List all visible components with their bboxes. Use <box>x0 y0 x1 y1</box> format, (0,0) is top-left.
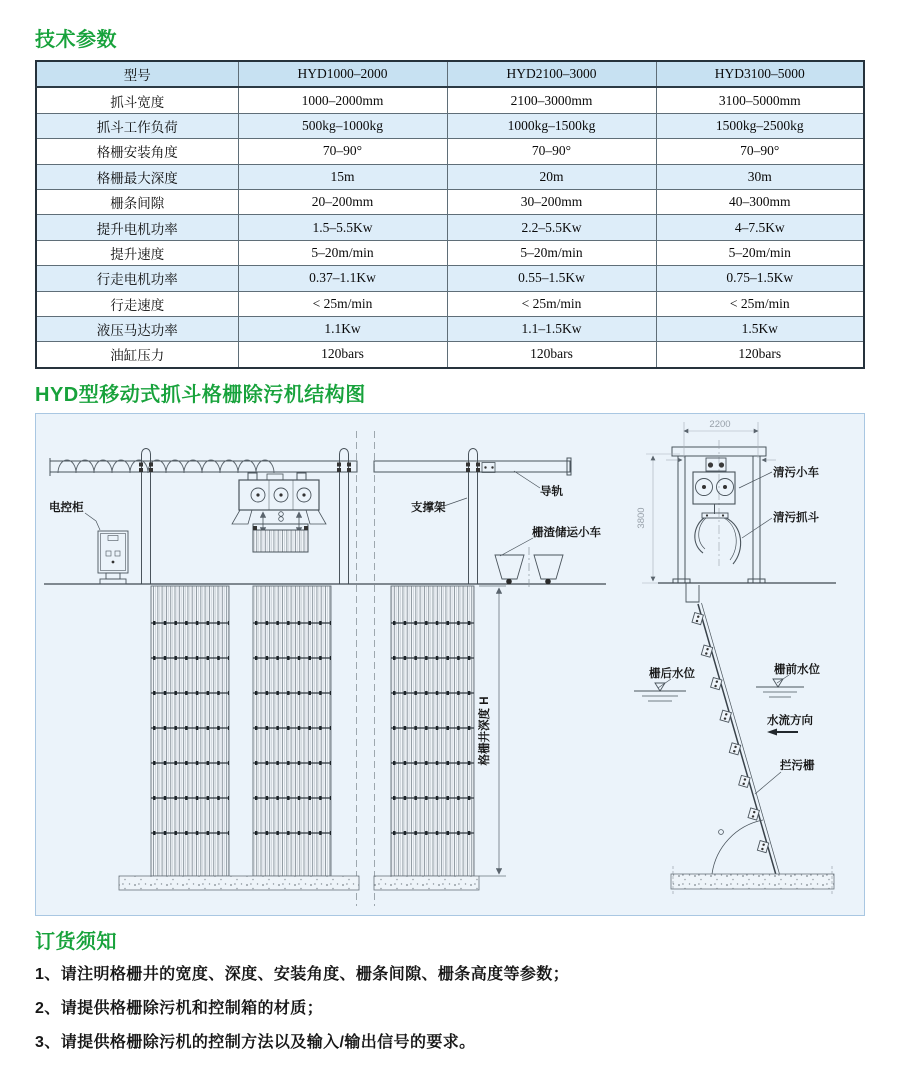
row-label: 提升速度 <box>36 240 238 265</box>
support-column <box>139 449 153 585</box>
table-cell: 1000–2000mm <box>238 87 447 113</box>
table-cell: 120bars <box>447 342 656 368</box>
spec-table <box>35 60 865 369</box>
order-notes-list <box>35 961 569 1063</box>
order-note-3: 3、请提供格栅除污机的控制方法以及输入/输出信号的要求。 <box>35 1034 476 1051</box>
table-row <box>36 164 864 189</box>
table-cell: 5–20m/min <box>238 240 447 265</box>
screen-panel-1 <box>151 586 229 876</box>
label-downstream-water-level: 栅后水位 <box>649 668 695 680</box>
label-trash-rack: 拦污栅 <box>780 760 815 772</box>
leader-cleaning-grab <box>742 518 772 538</box>
structure-diagram <box>35 413 865 916</box>
control-cabinet <box>98 531 128 584</box>
trash-rack-incline <box>698 603 780 875</box>
table-cell: 4–7.5Kw <box>656 215 864 240</box>
flow-direction-arrow <box>767 729 798 736</box>
floor-step <box>686 583 699 602</box>
row-label: 油缸压力 <box>36 342 238 368</box>
table-cell: 2.2–5.5Kw <box>447 215 656 240</box>
row-label: 行走速度 <box>36 291 238 316</box>
structure-diagram-svg <box>36 414 864 915</box>
leader-guide-rail <box>514 471 540 488</box>
table-cell: 0.37–1.1Kw <box>238 266 447 291</box>
table-cell: 20m <box>447 164 656 189</box>
table-row <box>36 113 864 138</box>
table-cell: 1.5Kw <box>656 316 864 341</box>
table-row <box>36 87 864 113</box>
channel-floor-hatch-right <box>671 874 834 889</box>
label-upstream-water-level: 栅前水位 <box>774 664 820 676</box>
table-cell: 1.1–1.5Kw <box>447 316 656 341</box>
header-model-3: HYD3100–5000 <box>656 61 864 87</box>
table-cell: 0.55–1.5Kw <box>447 266 656 291</box>
label-control-cabinet: 电控柜 <box>49 502 84 514</box>
table-row <box>36 189 864 214</box>
table-cell: 20–200mm <box>238 189 447 214</box>
label-cleaning-grab: 清污抓斗 <box>773 512 819 524</box>
table-cell: < 25m/min <box>656 291 864 316</box>
label-flow-direction: 水流方向 <box>767 715 813 727</box>
label-support-frame: 支撑架 <box>411 502 446 514</box>
dimension-height <box>642 454 680 583</box>
leader-cleaning-trolley <box>739 472 772 488</box>
label-cleaning-trolley: 清污小车 <box>773 467 819 479</box>
label-screenings-cart: 栅渣储运小车 <box>532 527 601 539</box>
table-row <box>36 342 864 368</box>
row-label: 栅条间隙 <box>36 189 238 214</box>
table-cell: < 25m/min <box>238 291 447 316</box>
support-column <box>466 449 480 585</box>
label-well-depth: 格栅井深度 H <box>479 696 491 766</box>
table-cell: 2100–3000mm <box>447 87 656 113</box>
header-model: 型号 <box>36 61 238 87</box>
row-label: 抓斗工作负荷 <box>36 113 238 138</box>
header-model-1: HYD1000–2000 <box>238 61 447 87</box>
header-model-2: HYD2100–3000 <box>447 61 656 87</box>
rail-beam-right <box>374 458 571 475</box>
order-note-2: 2、请提供格栅除污机和控制箱的材质； <box>35 1000 324 1017</box>
leader-water-level-downstream <box>658 679 671 688</box>
channel-floor-hatch <box>374 876 479 890</box>
table-cell: 120bars <box>238 342 447 368</box>
dimension-span-text: 2200 <box>709 419 731 430</box>
water-level-downstream-symbol <box>634 683 686 701</box>
row-label: 格栅最大深度 <box>36 164 238 189</box>
leader-screenings-cart <box>500 538 533 556</box>
row-label: 抓斗宽度 <box>36 87 238 113</box>
table-header-row <box>36 61 864 87</box>
channel-floor-hatch <box>119 876 359 890</box>
table-cell: 30m <box>656 164 864 189</box>
table-cell: 5–20m/min <box>656 240 864 265</box>
dimension-height-text: 3800 <box>636 507 647 529</box>
row-label: 提升电机功率 <box>36 215 238 240</box>
table-row <box>36 139 864 164</box>
table-cell: 70–90° <box>447 139 656 164</box>
rail-beam-left <box>50 458 357 476</box>
water-level-upstream-symbol <box>756 679 804 697</box>
grab-bucket-left <box>253 524 308 552</box>
table-cell: 1000kg–1500kg <box>447 113 656 138</box>
festoon-cable-loops <box>58 460 274 473</box>
row-label: 格栅安装角度 <box>36 139 238 164</box>
table-cell: 5–20m/min <box>447 240 656 265</box>
table-cell: 3100–5000mm <box>656 87 864 113</box>
table-row <box>36 240 864 265</box>
section-title-order-notes: 订货须知 <box>35 931 117 953</box>
table-row <box>36 316 864 341</box>
screen-panel-2 <box>253 586 331 876</box>
leader-trash-rack <box>755 772 781 794</box>
leader-support-frame <box>444 498 467 506</box>
angle-arc <box>712 820 763 874</box>
cleaning-trolley-right <box>693 458 735 518</box>
row-label: 行走电机功率 <box>36 266 238 291</box>
section-title-tech-params: 技术参数 <box>35 29 117 51</box>
table-row <box>36 291 864 316</box>
table-cell: 70–90° <box>238 139 447 164</box>
table-cell: 120bars <box>656 342 864 368</box>
row-label: 液压马达功率 <box>36 316 238 341</box>
rack-clip <box>692 613 769 853</box>
leader-control-cabinet <box>85 513 100 530</box>
label-guide-rail: 导轨 <box>540 486 563 498</box>
table-row <box>36 215 864 240</box>
table-cell: 1500kg–2500kg <box>656 113 864 138</box>
table-cell: 15m <box>238 164 447 189</box>
table-cell: 1.1Kw <box>238 316 447 341</box>
order-note-1: 1、请注明格栅井的宽度、深度、安装角度、栅条间隙、栅条高度等参数； <box>35 966 570 983</box>
table-cell: 500kg–1000kg <box>238 113 447 138</box>
table-cell: 0.75–1.5Kw <box>656 266 864 291</box>
table-row <box>36 266 864 291</box>
cleaning-grab-right <box>695 518 741 564</box>
table-cell: 30–200mm <box>447 189 656 214</box>
table-cell: < 25m/min <box>447 291 656 316</box>
table-cell: 1.5–5.5Kw <box>238 215 447 240</box>
screen-panel-3 <box>391 586 474 876</box>
section-title-structure: HYD型移动式抓斗格栅除污机结构图 <box>35 384 366 406</box>
table-cell: 70–90° <box>656 139 864 164</box>
table-cell: 40–300mm <box>656 189 864 214</box>
support-column <box>337 449 351 585</box>
